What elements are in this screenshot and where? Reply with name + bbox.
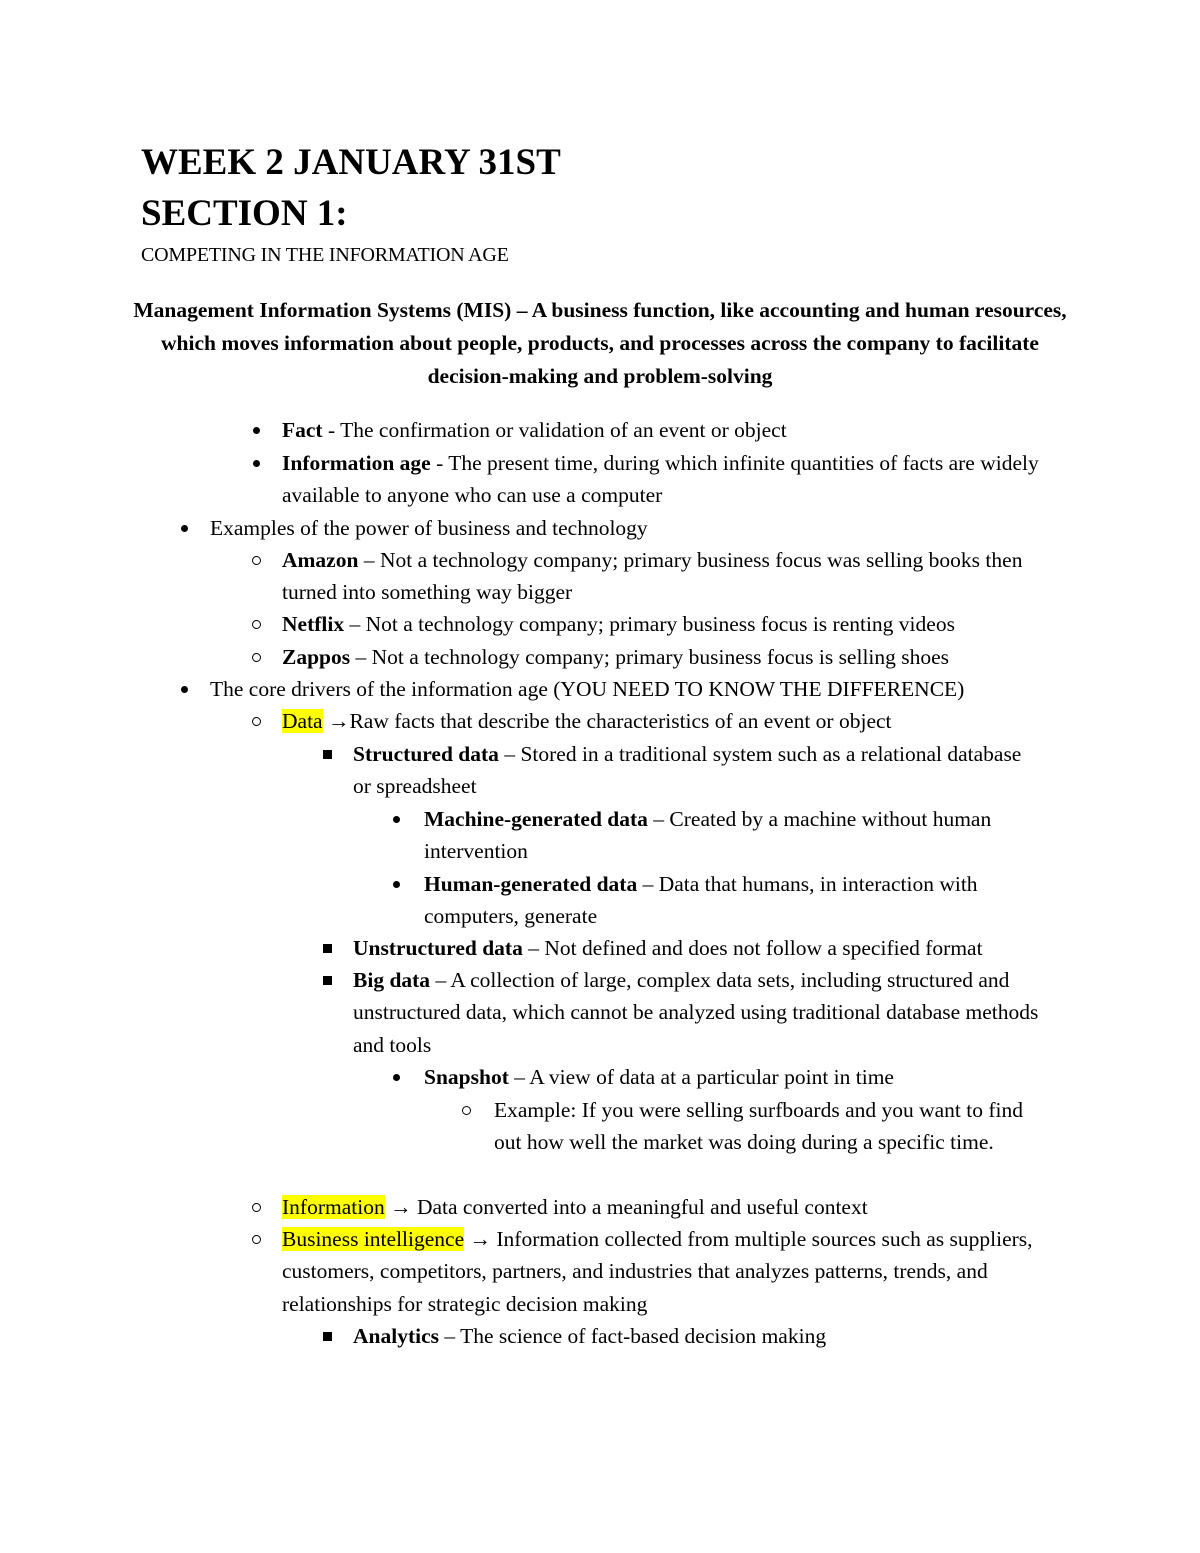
definition: A view of data at a particular point in time: [529, 1065, 894, 1089]
mis-definition: Management Information Systems (MIS) – A business function, like accounting and human resources, which moves information about people, products, and processes across the company to facilitate decision-making and problem-solving: [133, 298, 1067, 388]
term: Structured data: [353, 742, 499, 766]
list-item: Snapshot – A view of data at a particular point in time: [424, 1065, 894, 1089]
list-item: [178, 512, 1068, 544]
definition: Raw facts that describe the characteristics of an event or object: [349, 709, 892, 733]
page-title: WEEK 2 JANUARY 31ST: [141, 142, 561, 183]
section-heading: SECTION 1:: [141, 193, 348, 234]
definition: Data converted into a meaningful and useful context: [416, 1195, 868, 1219]
list-item: Machine-generated data – Created by a machine without human intervention: [424, 807, 992, 864]
list-item: Data →Raw facts that describe the characteristics of an event or object: [282, 709, 892, 733]
definition: The science of fact-based decision making: [460, 1324, 827, 1348]
term: Analytics: [353, 1324, 439, 1348]
term: Netflix: [282, 612, 345, 636]
definition: Stored in a traditional system such as a relational database or spreadsheet: [353, 742, 1022, 799]
definition: Created by a machine without human intervention: [424, 807, 992, 864]
list-item-text: Examples of the power of business and technology: [210, 516, 648, 540]
term: Machine-generated data: [424, 807, 648, 831]
list-item: Structured data – Stored in a traditional system such as a relational database or spreadsheet: [353, 742, 1022, 799]
list-item-text: Example: If you were selling surfboards and you want to find out how well the market was doing during a specific time.: [494, 1098, 1024, 1155]
term: Snapshot: [424, 1065, 509, 1089]
list-item-text: The core drivers of the information age (YOU NEED TO KNOW THE DIFFERENCE): [210, 677, 965, 701]
list-item: Amazon – Not a technology company; primary business focus was selling books then turned into something way bigger: [282, 548, 1023, 605]
list-item: Zappos – Not a technology company; primary business focus is selling shoes: [282, 645, 950, 669]
list-item: Netflix – Not a technology company; primary business focus is renting videos: [282, 612, 955, 636]
term: Information age: [282, 451, 431, 475]
highlighted-term: Information: [282, 1195, 385, 1219]
term: Unstructured data: [353, 936, 523, 960]
definition: Not a technology company; primary business focus is selling shoes: [371, 645, 950, 669]
definition: The present time, during which infinite quantities of facts are widely available to anyone who can use a computer: [282, 451, 1039, 508]
list-item: Information → Data converted into a meaningful and useful context: [282, 1195, 868, 1219]
list-item: Big data – A collection of large, complex data sets, including structured and unstructured data, which cannot be analyzed using traditional database methods and tools: [353, 968, 1039, 1057]
section-subtitle: COMPETING IN THE INFORMATION AGE: [141, 244, 509, 266]
definition: Not a technology company; primary business focus is renting videos: [365, 612, 955, 636]
list-item: Analytics – The science of fact-based decision making: [353, 1324, 827, 1348]
list-item: [178, 673, 1078, 705]
highlighted-term: Business intelligence: [282, 1227, 465, 1251]
list-item: Business intelligence → Information collected from multiple sources such as suppliers, customers, competitors, partners, and industries that analyzes patterns, trends, and relationships for strategic decision making: [282, 1227, 1033, 1316]
definition: A collection of large, complex data sets, including structured and unstructured data, which cannot be analyzed using traditional database methods and tools: [353, 968, 1039, 1057]
term: Amazon: [282, 548, 359, 572]
term: Fact: [282, 418, 323, 442]
term: Zappos: [282, 645, 351, 669]
definition: Information collected from multiple sources such as suppliers, customers, competitors, partners, and industries that analyzes patterns, trends, and relationships for strategic decision making: [282, 1227, 1033, 1316]
definition: Not defined and does not follow a specified format: [544, 936, 983, 960]
list-item: Human-generated data – Data that humans, in interaction with computers, generate: [424, 872, 978, 929]
definition: The confirmation or validation of an event or object: [340, 418, 787, 442]
highlighted-term: Data: [282, 709, 323, 733]
list-item: [460, 1094, 1045, 1159]
term: Human-generated data: [424, 872, 638, 896]
definition: Not a technology company; primary business focus was selling books then turned into something way bigger: [282, 548, 1023, 605]
list-item: Information age - The present time, during which infinite quantities of facts are widely available to anyone who can use a computer: [282, 451, 1039, 508]
definition: Data that humans, in interaction with computers, generate: [424, 872, 978, 929]
list-item: Unstructured data – Not defined and does not follow a specified format: [353, 936, 983, 960]
list-item: Fact - The confirmation or validation of an event or object: [282, 418, 787, 442]
term: Big data: [353, 968, 431, 992]
